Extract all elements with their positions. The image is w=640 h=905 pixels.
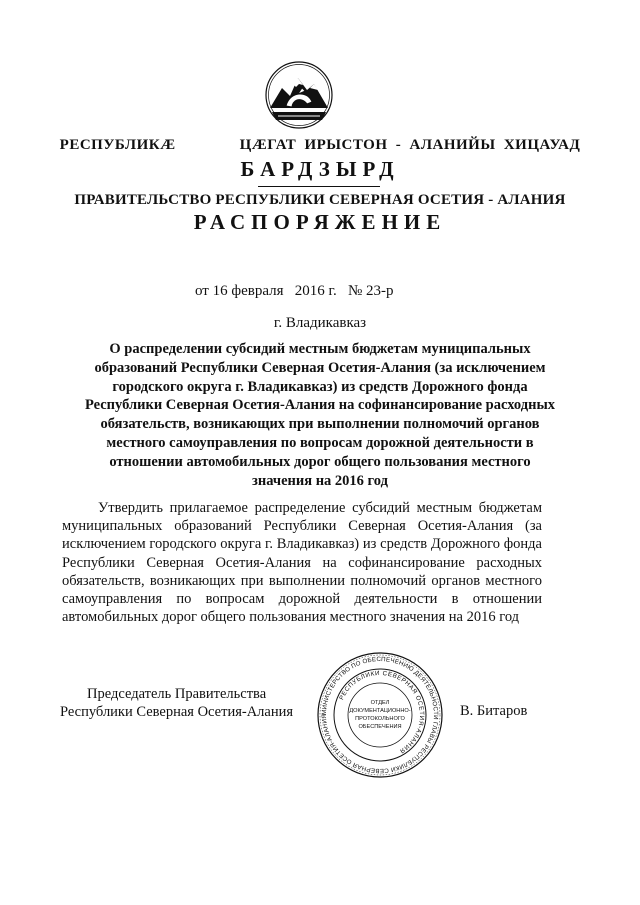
stamp-center-line-1: ОТДЕЛ [370, 700, 390, 706]
header-russian-line: ПРАВИТЕЛЬСТВО РЕСПУБЛИКИ СЕВЕРНАЯ ОСЕТИЯ - АЛАНИЯ [74, 192, 566, 208]
signatory-position-line1: Председатель Правительства [87, 686, 267, 702]
document-number: № 23-р [347, 283, 394, 299]
document-body: Утвердить прилагаемое распределение субсидий местным бюджетам муниципальных образований Республики Северная Осетия-Алания (за исключением городского округа г. Владикавказ) из средств Дорожного фонда Республики Северная Осетия-Алания на софинансирование расходных обязательств, возникающих при выполнении полномочий органов местного самоуправления по вопросам дорожной деятельности в отношении автомобильных дорог общего пользования местного значения на 2016 год [62, 500, 542, 626]
signatory-name: В. Битаров [460, 703, 528, 719]
document-subject: О распределении субсидий местным бюджетам муниципальных образований Республики Северная Осетия-Алания (за исключением городского округа г. Владикавказ) из средств Дорожного фонда Республики Северная Осетия-Алания на софинансирование расходных обязательств, возникающих при выполнении полномочий органов местного самоуправления по вопросам дорожной деятельности в отношении автомобильных дорог общего пользования местного значения на 2016 год [84, 341, 556, 489]
title-ossetian: БАРДЗЫРД [240, 157, 400, 181]
stamp-center-line-2: ДОКУМЕНТАЦИОННО- [349, 708, 411, 714]
official-stamp [316, 651, 444, 779]
document-date: 16 февраля [212, 283, 284, 299]
stamp-outer-text: МИНИСТЕРСТВО ПО ОБЕСПЕЧЕНИЮ ДЕЯТЕЛЬНОСТИ ГЛАВЫ РЕСПУБЛИКИ СЕВЕРНАЯ ОСЕТИЯ-АЛАНИЯ [320, 655, 440, 775]
stamp-center-line-4: ОБЕСПЕЧЕНИЯ [358, 724, 402, 730]
stamp-center-line-3: ПРОТОКОЛЬНОГО [355, 716, 405, 722]
coat-of-arms-emblem-icon [264, 60, 334, 130]
title-underline [258, 186, 380, 187]
date-prefix: от [195, 283, 209, 299]
header-ossetian-left: РЕСПУБЛИКÆ [59, 137, 176, 153]
signatory-position-line2: Республики Северная Осетия-Алания [60, 704, 294, 720]
header-ossetian-line [0, 137, 640, 154]
signatory-position [60, 685, 293, 721]
header-ossetian-right: ЦÆГАТ ИРЫСТОН - АЛАНИЙЫ ХИЦАУАД [239, 137, 581, 153]
document-year: 2016 г. [294, 283, 337, 299]
title-russian: РАСПОРЯЖЕНИЕ [193, 210, 447, 234]
stamp-inner-text: РЕСПУБЛИКИ СЕВЕРНАЯ ОСЕТИЯ-АЛАНИЯ [338, 669, 426, 755]
document-city: г. Владикавказ [273, 315, 367, 331]
document-date-line [195, 283, 394, 300]
